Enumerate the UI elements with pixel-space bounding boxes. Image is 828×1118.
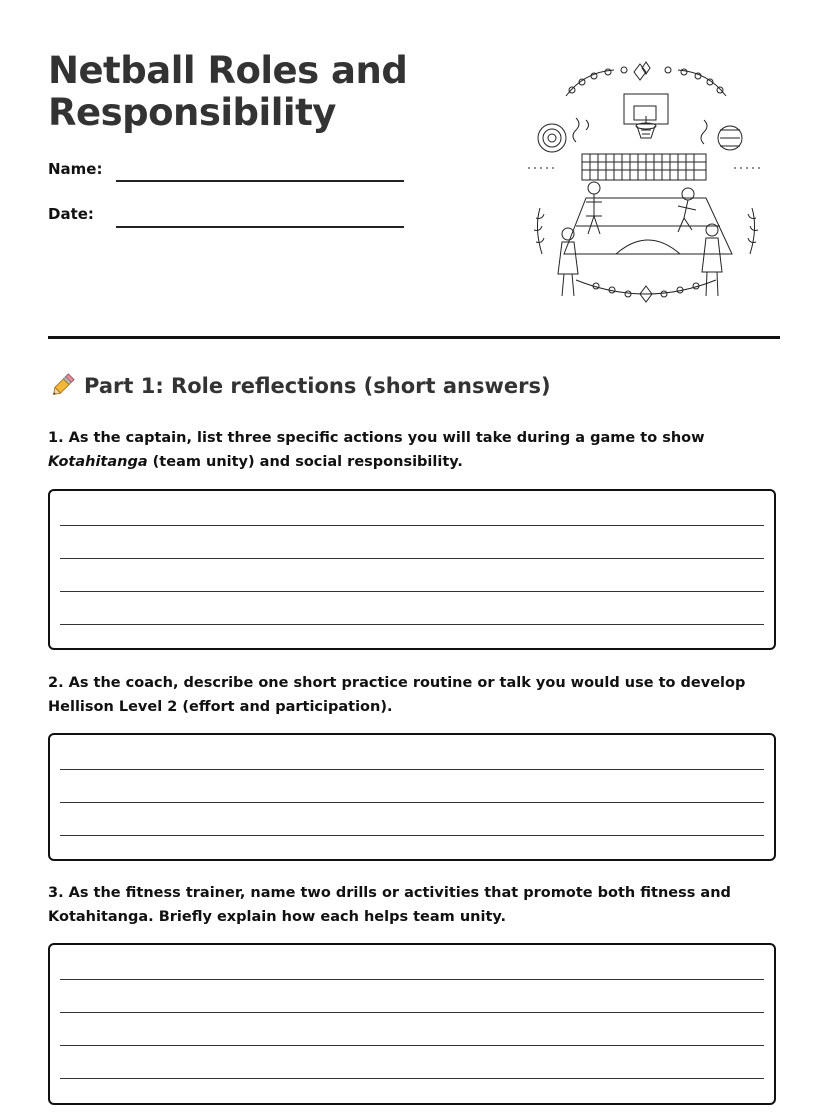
writing-line: [60, 1012, 764, 1013]
title-line-2: Responsibility: [48, 91, 336, 134]
writing-line: [60, 802, 764, 803]
writing-line: [60, 624, 764, 625]
writing-line: [60, 769, 764, 770]
date-label: Date:: [48, 205, 94, 223]
writing-line: [60, 1045, 764, 1046]
worksheet-title: [48, 50, 468, 134]
pencil-icon: [48, 372, 76, 400]
name-label: Name:: [48, 160, 103, 178]
section-divider: [48, 336, 780, 339]
question-1: [48, 426, 783, 474]
question-2: 2. As the coach, describe one short practice routine or talk you would use to develop Hellison Level 2 (effort and participation).: [48, 675, 746, 715]
answer-box-3[interactable]: [48, 943, 776, 1105]
part-1-heading: [48, 372, 551, 400]
netball-court-illustration: [524, 58, 768, 306]
title-line-1: Netball Roles and: [48, 49, 408, 92]
part-1-heading-text: Part 1: Role reflections (short answers): [84, 374, 551, 398]
question-1-italic: Kotahitanga: [48, 454, 148, 470]
question-1-suffix: (team unity) and social responsibility.: [147, 454, 463, 470]
answer-box-1[interactable]: [48, 489, 776, 650]
date-field[interactable]: [116, 226, 404, 228]
writing-line: [60, 835, 764, 836]
writing-line: [60, 558, 764, 559]
writing-line: [60, 979, 764, 980]
writing-line: [60, 591, 764, 592]
name-field[interactable]: [116, 180, 404, 182]
question-3: 3. As the fitness trainer, name two drills or activities that promote both fitness and Kotahitanga. Briefly explain how each helps team unity.: [48, 885, 731, 925]
writing-line: [60, 525, 764, 526]
writing-line: [60, 1078, 764, 1079]
answer-box-2[interactable]: [48, 733, 776, 861]
question-1-prefix: 1. As the captain, list three specific actions you will take during a game to show: [48, 430, 705, 446]
